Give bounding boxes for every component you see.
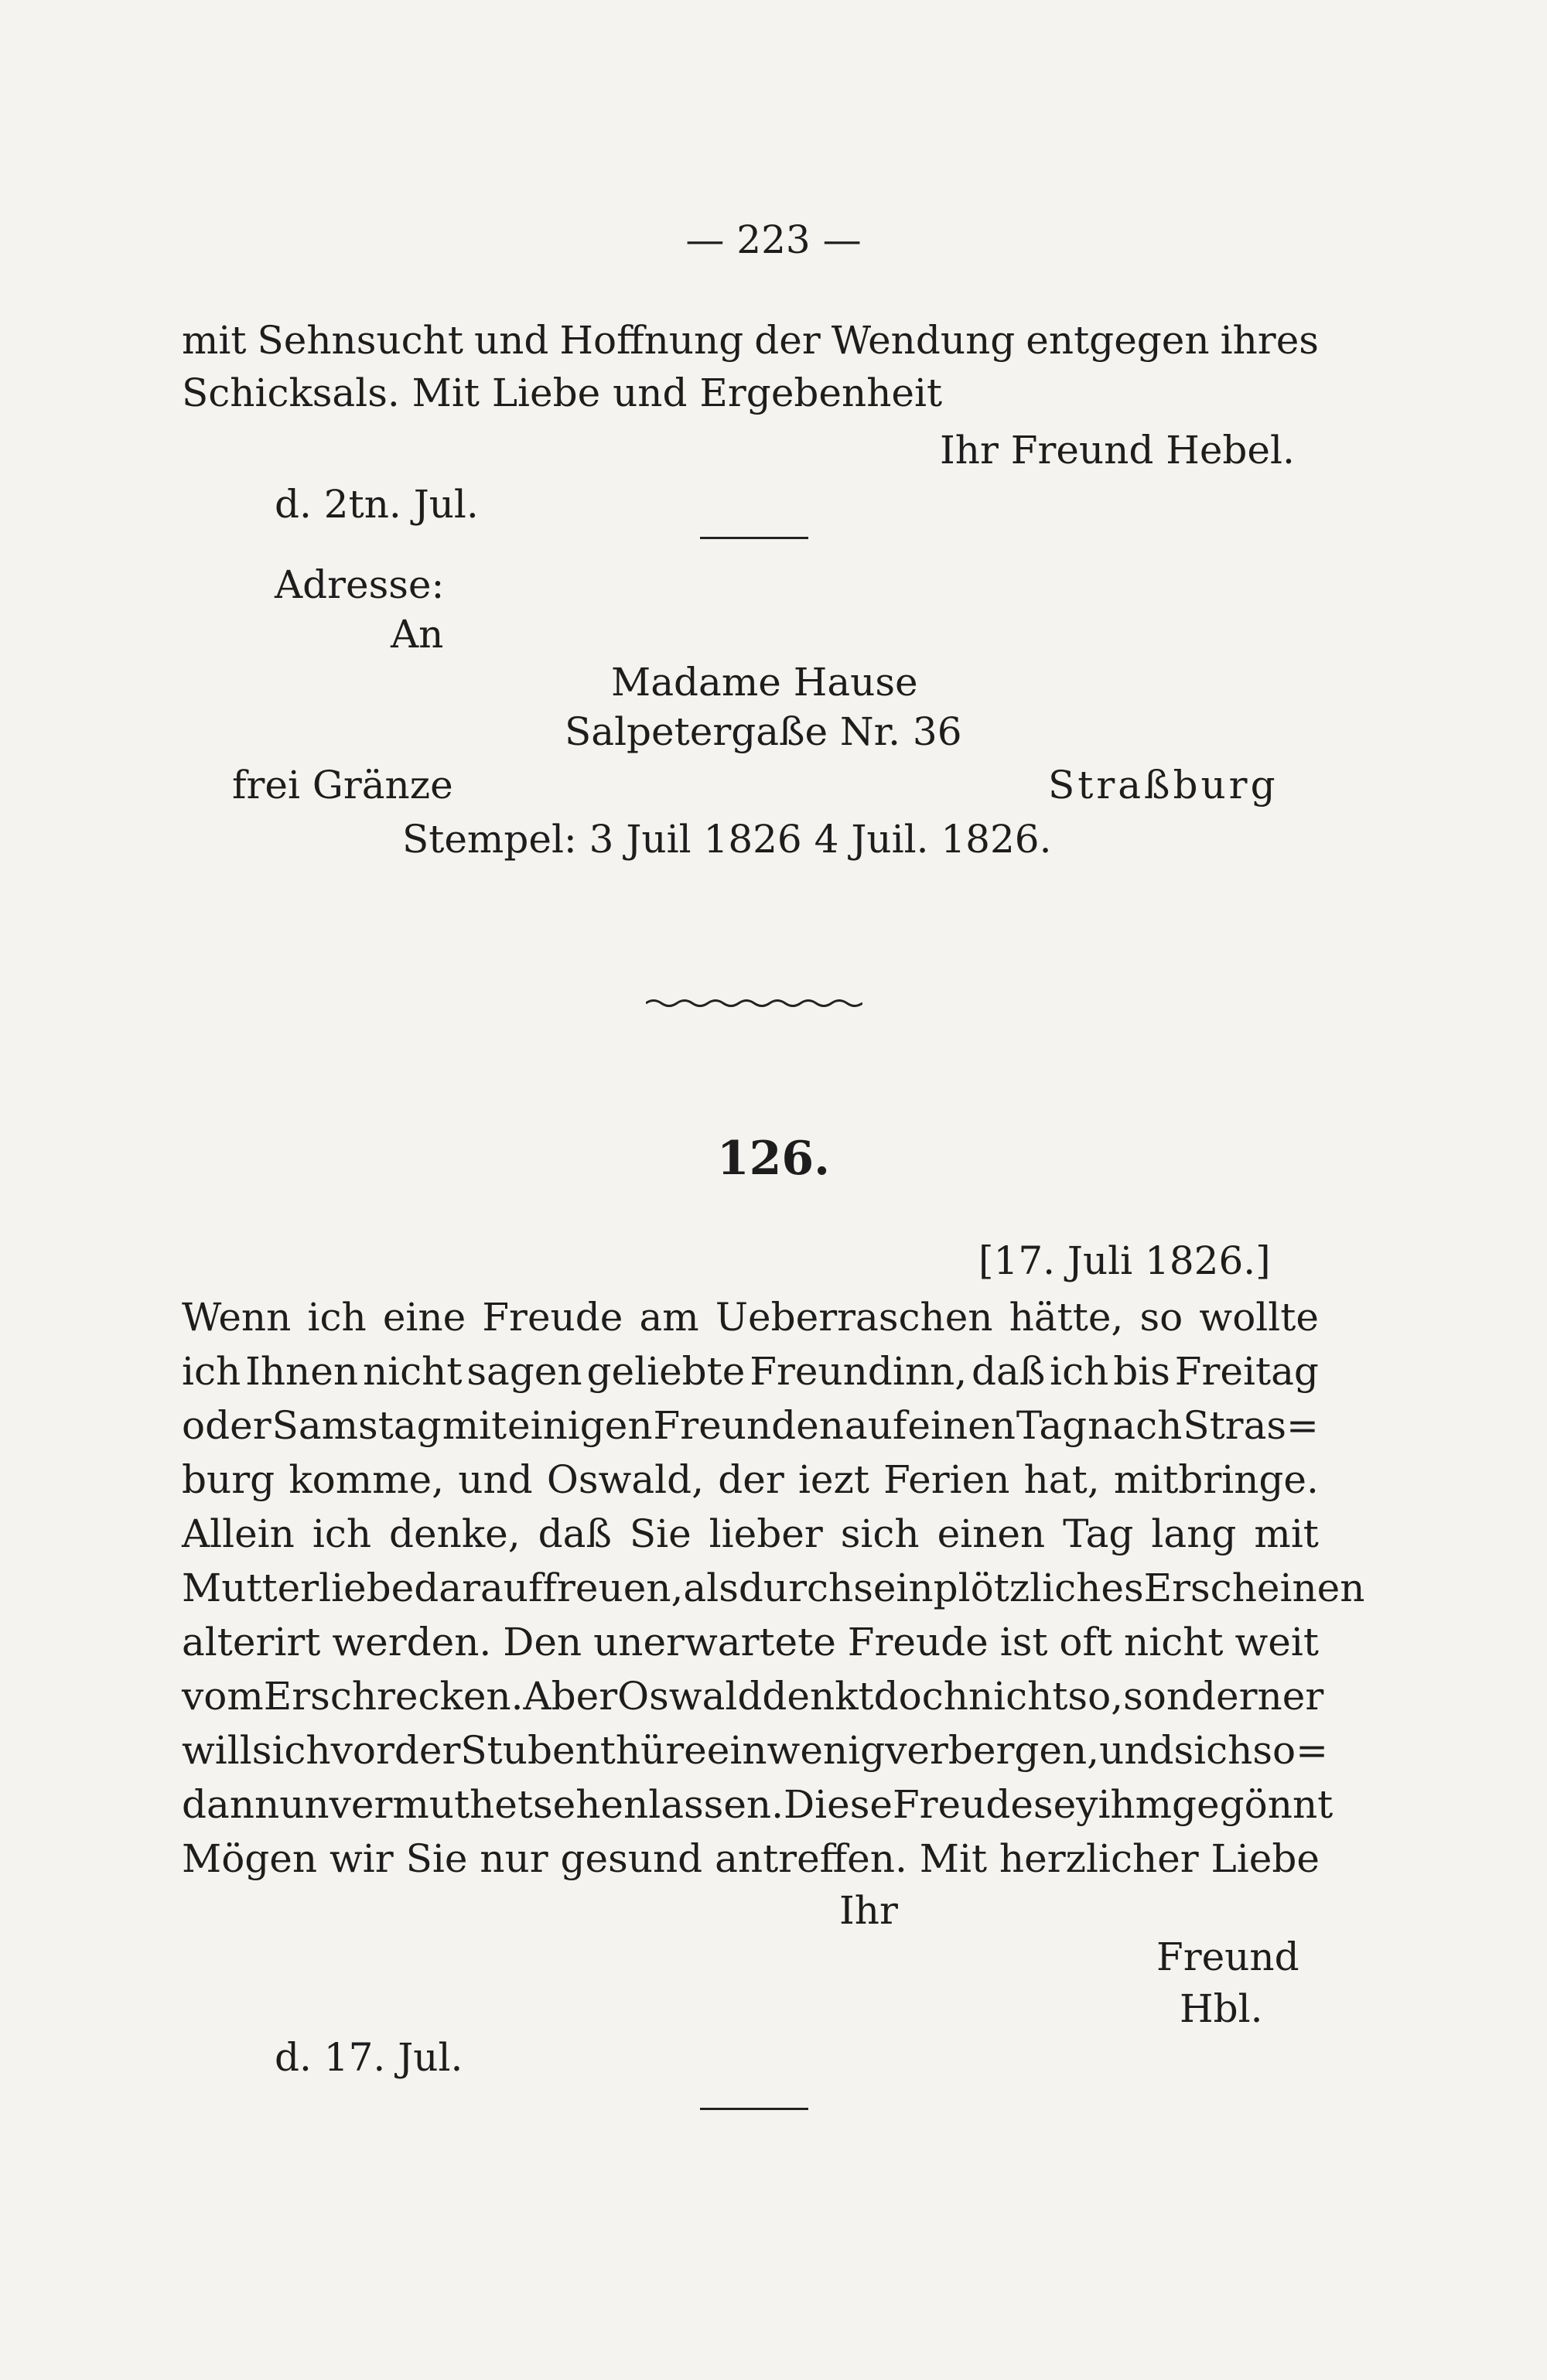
letter-126-body-line-10-word: lassen. [648,1782,784,1827]
letter-126-number: 126. [716,1132,831,1186]
letter-126-body-line-10-word: sey [1033,1782,1098,1827]
letter-126-body-line-8-word: Oswald [617,1674,763,1719]
letter-126-body-line-6-word: plötzliches [933,1566,1144,1610]
letter-126-body-line-9-word: sich [1173,1728,1253,1773]
letter-126-body-line-6-word: als [683,1566,739,1610]
address-city: Straßburg [1048,763,1279,808]
letter-126-body-line-9-word: ein [706,1728,767,1773]
letter-126-body-line-7-word: nicht [1124,1620,1224,1665]
letter-126-body-line-10-word: ihm [1098,1782,1173,1827]
page-number: — 223 — [685,217,862,262]
letter-126-body-line-4-word: hat, [1023,1457,1100,1502]
letter-126-body-line-6-word: sein [853,1566,934,1610]
letter-126-body-line-10-word: Diese [784,1782,893,1827]
letter-126-body-line-2-word: geliebte [586,1349,746,1394]
letter-125-line-1-word: und [473,318,549,363]
letter-126-body-line-9-word: der [394,1728,461,1773]
letter-126-body-line-8-word: vom [182,1674,264,1719]
letter-126-body-line-9-word: vor [330,1728,394,1773]
letter-126-body-line [182,1619,1319,1665]
letter-126-body-line-10-word: Freude [892,1782,1033,1827]
letter-126-body-line-1-word: Freude [482,1295,623,1340]
letter-125-line-1-word: mit [182,318,247,363]
letter-126-body-line-2-word: bis [1113,1349,1170,1394]
address-stamp: Stempel: 3 Juil 1826 4 Juil. 1826. [402,817,1052,862]
letter-125-signature: Ihr Freund Hebel. [940,428,1295,473]
letter-125-line-1-word: Wendung [831,318,1016,363]
letter-126-body-line-4-word: komme, [289,1457,445,1502]
address-to: An [391,612,444,657]
separator-rule [700,537,808,539]
letter-126-body-line [182,1294,1319,1340]
letter-126-body-line-7-word: alterirt [182,1620,321,1665]
letter-126-body-line-7-word: ist [999,1620,1048,1665]
letter-126-body-line-3-word: einigen [507,1403,653,1448]
letter-126-body-line-2-word: Freundinn, [750,1349,968,1394]
letter-126-body-line-5-word: ich [312,1511,372,1556]
letter-126-body-line-1-word: Ueberraschen [715,1295,993,1340]
letter-125-date: d. 2tn. Jul. [275,482,479,527]
letter-126-body-line-3-word: nach [1088,1403,1183,1448]
letter-126-body-line-1-word: eine [382,1295,466,1340]
letter-126-last-line: Mögen wir Sie nur gesund antreffen. Mit herzlicher Liebe [182,1836,1320,1881]
letter-126-body-line-5-word: lang [1151,1511,1237,1556]
letter-126-body-line-5-word: sich [840,1511,920,1556]
letter-126-body-line-5-word: lieber [709,1511,823,1556]
letter-126-body-line-8-word: Erschrecken. [263,1674,524,1719]
letter-126-body-line-10-word: gegönnt [1172,1782,1334,1827]
letter-126-body-line-1-word: hätte, [1009,1295,1124,1340]
letter-126-body-line-8-word: nicht [968,1674,1068,1719]
letter-125-line-1-word: ihres [1220,318,1319,363]
letter-126-body-line [182,1456,1319,1503]
letter-125-closing-line-2: Schicksals. Mit Liebe und Ergebenheit [182,370,943,415]
letter-126-body-line-5-word: einen [937,1511,1046,1556]
letter-126-body-line-1-word: Wenn [182,1295,292,1340]
letter-126-body-line-4-word: und [458,1457,533,1502]
letter-126-body-line-7-word: werden. [332,1620,492,1665]
letter-126-closing-freund: Freund [1156,1934,1299,1979]
letter-125-line-1-word: Sehnsucht [257,318,463,363]
letter-126-body-line-4-word: mitbringe. [1113,1457,1319,1502]
letter-126-body-line-6-word: Mutterliebe [182,1566,415,1610]
letter-126-body-line-5-word: mit [1254,1511,1319,1556]
letter-126-body-line [182,1348,1319,1395]
letter-126-body-line-4-word: burg [182,1457,275,1502]
letter-126-body-line-6-word: freuen, [542,1566,684,1610]
letter-125-closing-line-1 [182,317,1319,364]
letter-126-closing-signature: Hbl. [1180,1986,1263,2031]
letter-126-body-line-6-word: Erscheinen [1143,1566,1365,1610]
letter-126-body-line-8-word: so, [1067,1674,1124,1719]
address-label: Adresse: [275,562,445,607]
letter-126-body-line-7-word: weit [1235,1620,1319,1665]
letter-126-body-line-3-word: mit [442,1403,507,1448]
letter-126-body-line-10-word: dann [182,1782,280,1827]
letter-126-body-line-9-word: Stubenthüre [460,1728,707,1773]
letter-126-body-line-2-word: daß [972,1349,1046,1394]
letter-126-body-line-7-word: oft [1059,1620,1113,1665]
letter-126-body-line-3-word: Freunden [653,1403,844,1448]
letter-126-body-line-3-word: Samstag [271,1403,442,1448]
letter-126-body-line-9-word: sich [251,1728,331,1773]
address-name: Madame Hause [611,660,918,705]
letter-126-body-line-5-word: Allein [182,1511,295,1556]
letter-126-body-line-8-word: sondern [1123,1674,1282,1719]
letter-126-body-line-5-word: Tag [1063,1511,1134,1556]
letter-126-body-line [182,1402,1319,1449]
letter-126-body-line-6-word: durch [738,1566,854,1610]
letter-126-body-line-8-word: Aber [523,1674,618,1719]
letter-126-date: d. 17. Jul. [275,2035,463,2080]
letter-126-body-line [182,1727,1329,1774]
letter-126-body-line [182,1673,1324,1719]
letter-126-body-line-5-word: daß [538,1511,612,1556]
letter-126-body-line-10-word: unvermuthet [279,1782,533,1827]
letter-126-body-line-9-word: und [1099,1728,1174,1773]
letter-126-body-line [182,1565,1365,1611]
letter-126-body-line-8-word: denkt [762,1674,874,1719]
letter-126-body-line-8-word: er [1282,1674,1324,1719]
letter-126-body-line-9-word: will [182,1728,252,1773]
letter-126-body-line-3-word: auf [844,1403,907,1448]
address-street: Salpetergaße Nr. 36 [565,709,962,754]
letter-126-body-line-9-word: verbergen, [885,1728,1100,1773]
letter-126-body-line-6-word: darauf [414,1566,543,1610]
letter-125-line-1-word: Hoffnung [559,318,744,363]
letter-126-body-line [182,1511,1319,1557]
letter-126-body-line-4-word: Oswald, [546,1457,705,1502]
letter-126-body-line-8-word: doch [873,1674,968,1719]
bottom-rule [700,2108,808,2110]
letter-126-body-line-2-word: ich [182,1349,241,1394]
letter-126-body-line-3-word: Stras= [1183,1403,1319,1448]
letter-126-body-line-5-word: Sie [629,1511,692,1556]
letter-126-body-line-2-word: ich [1050,1349,1109,1394]
letter-126-body-line-4-word: iezt [797,1457,869,1502]
letter-126-body-line-7-word: unerwartete [593,1620,836,1665]
letter-126-body-line-3-word: oder [182,1403,271,1448]
letter-126-body-line-5-word: denke, [389,1511,521,1556]
letter-126-body-line-4-word: Ferien [883,1457,1010,1502]
letter-126-body-line-4-word: der [718,1457,784,1502]
letter-126-body-line-2-word: Freitag [1174,1349,1319,1394]
letter-126-body-line [182,1781,1334,1828]
wavy-divider [646,998,862,1009]
letter-126-body-line-3-word: einen [907,1403,1016,1448]
address-left-note: frei Gränze [232,763,453,808]
letter-126-body-line-2-word: sagen [466,1349,582,1394]
letter-126-body-line-9-word: so= [1252,1728,1329,1773]
letter-126-body-line-9-word: wenig [767,1728,886,1773]
letter-126-body-line-2-word: nicht [362,1349,463,1394]
letter-126-body-line-1-word: am [639,1295,699,1340]
letter-126-body-line-1-word: wollte [1199,1295,1319,1340]
letter-126-body-line-10-word: sehen [532,1782,649,1827]
letter-126-body-line-1-word: so [1139,1295,1183,1340]
letter-126-date-bracket: [17. Juli 1826.] [978,1238,1271,1283]
letter-126-body-line-7-word: Den [503,1620,582,1665]
letter-126-closing-ihr: Ihr [839,1888,898,1933]
letter-125-line-1-word: entgegen [1026,318,1210,363]
letter-126-body-line-1-word: ich [307,1295,367,1340]
letter-126-body-line-2-word: Ihnen [245,1349,359,1394]
letter-126-body-line-3-word: Tag [1016,1403,1088,1448]
letter-125-line-1-word: der [754,318,821,363]
letter-126-body-line-7-word: Freude [847,1620,989,1665]
